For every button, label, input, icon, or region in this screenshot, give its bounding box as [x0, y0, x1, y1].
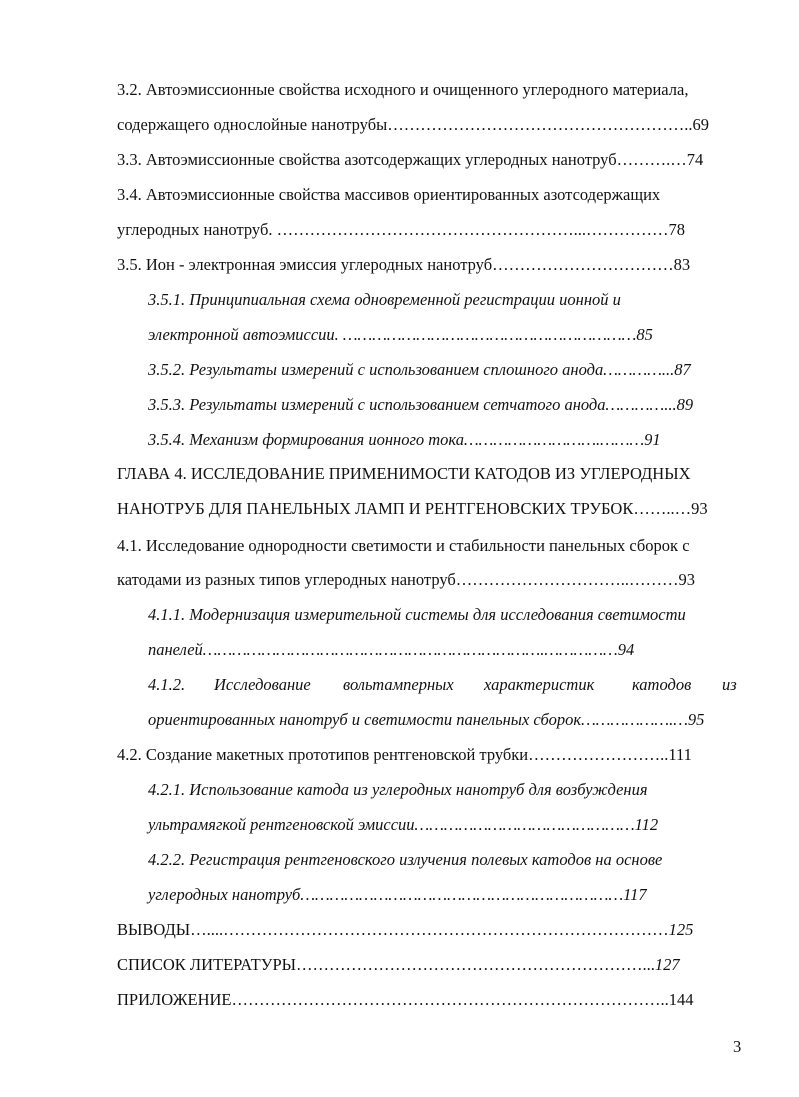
toc-entry-4-1-1-title: 4.1.1. Модернизация измерительной системы для исследования светимости	[148, 605, 686, 624]
toc-entry-3-4-cont: углеродных нанотруб. ………………………………………………...……………78	[117, 220, 685, 239]
toc-entry-chapter-4-title: ГЛАВА 4. ИССЛЕДОВАНИЕ ПРИМЕНИМОСТИ КАТОДОВ ИЗ УГЛЕРОДНЫХ	[117, 464, 691, 483]
toc-word: вольтамперных	[343, 675, 454, 694]
toc-references-page: 127	[654, 955, 680, 974]
page-number: 3	[733, 1037, 742, 1056]
toc-conclusions-page: 125	[668, 920, 694, 939]
toc-entry-3-4-title: 3.4. Автоэмиссионные свойства массивов ориентированных азотсодержащих	[117, 185, 661, 204]
toc-entry-4-1-title: 4.1. Исследование однородности светимости и стабильности панельных сборок с	[117, 536, 690, 555]
toc-entry-3-5-4: 3.5.4. Механизм формирования ионного тока……………………….………91	[148, 430, 661, 449]
toc-entry-3-5-2: 3.5.2. Результаты измерений с использованием сплошного анода…………...87	[148, 360, 691, 379]
toc-entry-3-5-1-title: 3.5.1. Принципиальная схема одновременной регистрации ионной и	[148, 290, 621, 309]
toc-entry-appendix: ПРИЛОЖЕНИЕ……………………………………………………………………..144	[117, 990, 694, 1009]
toc-entry-4-1-1-cont: панелей…………………………………………………………….……………94	[148, 640, 635, 659]
toc-word: из	[722, 675, 737, 694]
toc-word: 4.1.2.	[148, 675, 186, 694]
toc-entry-3-2-title: 3.2. Автоэмиссионные свойства исходного и очищенного углеродного материала,	[117, 80, 689, 99]
toc-entry-4-2: 4.2. Создание макетных прототипов рентгеновской трубки……………………..111	[117, 745, 692, 764]
toc-word: катодов	[632, 675, 692, 694]
toc-entry-4-2-2-cont: углеродных нанотруб…………………………………………………………117	[148, 885, 647, 904]
toc-entry-4-2-2-title: 4.2.2. Регистрация рентгеновского излучения полевых катодов на основе	[148, 850, 663, 869]
toc-entry-3-5-1-cont: электронной автоэмиссии. ……………………………………………………85	[148, 325, 653, 344]
toc-word: Исследование	[214, 675, 311, 694]
toc-entry-4-2-1-title: 4.2.1. Использование катода из углеродных нанотруб для возбуждения	[148, 780, 648, 799]
toc-entry-3-5-3: 3.5.3. Результаты измерений с использованием сетчатого анода…………...89	[148, 395, 694, 414]
toc-conclusions-label: ВЫВОДЫ…....………………………………………………………………………	[117, 920, 669, 939]
toc-entry-4-2-1-cont: ультрамягкой рентгеновской эмиссии………………………………………112	[148, 815, 659, 834]
toc-entry-references	[117, 955, 680, 975]
toc-entry-3-5: 3.5. Ион - электронная эмиссия углеродных нанотруб……………………………83	[117, 255, 691, 274]
toc-entry-conclusions	[117, 920, 693, 940]
toc-word: характеристик	[484, 675, 595, 694]
toc-references-label: СПИСОК ЛИТЕРАТУРЫ………………………………………………………...	[117, 955, 655, 974]
toc-entry-4-1-cont: катодами из разных типов углеродных нанотруб…………………………..………93	[117, 570, 696, 589]
toc-entry-chapter-4-cont: НАНОТРУБ ДЛЯ ПАНЕЛЬНЫХ ЛАМП И РЕНТГЕНОВСКИХ ТРУБОК……..…93	[117, 499, 708, 518]
toc-entry-4-1-2-cont: ориентированных нанотруб и светимости панельных сборок……………….…95	[148, 710, 705, 729]
toc-entry-3-2-cont: содержащего однослойные нанотрубы………………………………………………..69	[117, 115, 709, 134]
toc-entry-3-3: 3.3. Автоэмиссионные свойства азотсодержащих углеродных нанотруб……….…74	[117, 150, 704, 169]
